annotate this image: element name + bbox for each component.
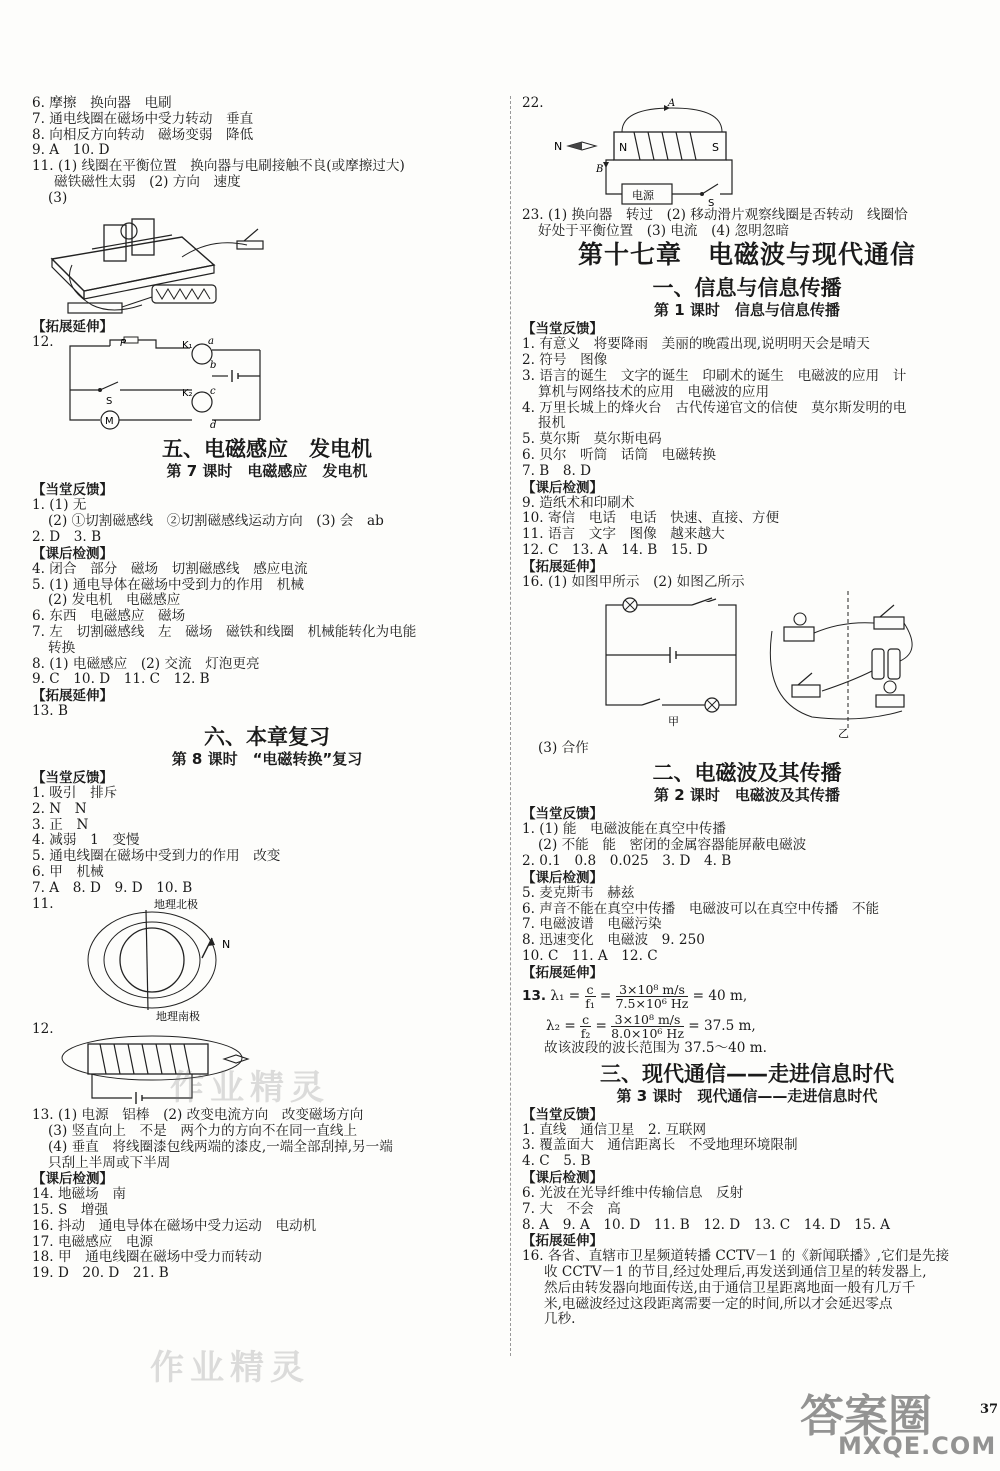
answer-r1: 1. 有意义 将要降雨 美丽的晚霞出现,说明明天会是晴天 — [522, 336, 870, 353]
answer-r7: 7. B 8. D — [522, 462, 592, 479]
answer-r4-cont: 报机 — [538, 415, 566, 432]
answer-s5-6: 6. 东西 电磁感应 磁场 — [32, 608, 186, 625]
answer-s6-13-cont: 只刮上半周或下半周 — [48, 1154, 171, 1171]
answer-r16-3: (3) 合作 — [538, 739, 589, 756]
svg-text:P: P — [120, 338, 127, 350]
label-power: 电源 — [632, 188, 654, 202]
answer-s6-18: 18. 甲 通电线圈在磁场中受力而转动 — [32, 1249, 262, 1266]
answer-c16: 16. 各省、直辖市卫星频道转播 CCTV－1 的《新闻联播》,它们是先接 — [522, 1248, 950, 1265]
answer-r10: 10. 寄信 电话 电话 快速、直接、方便 — [522, 510, 780, 527]
lesson-title-3: 第 3 课时 现代通信——走进信息时代 — [616, 1086, 878, 1105]
svg-text:b: b — [210, 360, 217, 372]
answer-b1-cont: (2) 不能 能 密闭的金属容器能屏蔽电磁波 — [538, 837, 807, 854]
section-tag-homework: 【课后检测】 — [32, 545, 113, 562]
site-watermark: MXQE.COM — [838, 1432, 997, 1460]
chapter-title: 第十七章 电磁波与现代通信 — [577, 240, 916, 270]
lambda2-result: = 37.5 m, — [688, 1017, 756, 1034]
answer-s6-13: 13. (1) 电源 铝棒 (2) 改变电流方向 改变磁场方向 — [32, 1107, 364, 1124]
answer-b13-number: 13. — [522, 987, 547, 1004]
answer-s6-17: 17. 电磁感应 电源 — [32, 1233, 154, 1250]
answer-11: 11. (1) 线圈在平衡位置 换向器与电刷接触不良(或摩擦过大) — [32, 158, 405, 175]
lambda2-label: λ₂ = — [546, 1017, 581, 1034]
answer-23-cont: 好处于平衡位置 (3) 电流 (4) 忽明忽暗 — [538, 222, 790, 239]
answer-b8: 8. 迅速变化 电磁波 9. 250 — [522, 932, 705, 949]
answer-s6-3: 3. 正 N — [32, 816, 89, 833]
answer-s6-11: 11. — [32, 895, 54, 912]
answer-s6-2: 2. N N — [32, 800, 87, 817]
answer-r3: 3. 语言的诞生 文字的诞生 印刷术的诞生 电磁波的应用 计 — [522, 367, 907, 384]
answer-c7: 7. 大 不会 高 — [522, 1200, 621, 1217]
answer-s5-4: 4. 闭合 部分 磁场 切割磁感线 感应电流 — [32, 560, 308, 577]
svg-text:K₁: K₁ — [182, 340, 193, 352]
section-title-2: 二、电磁波及其传播 — [652, 761, 842, 786]
svg-text:a: a — [208, 336, 214, 348]
lesson-title-2: 第 2 课时 电磁波及其传播 — [654, 786, 840, 805]
section-title-5: 五、电磁感应 发电机 — [162, 437, 372, 462]
lambda1-label: λ₁ = — [550, 987, 585, 1004]
column-divider — [510, 96, 511, 1356]
answer-s6-13-4: (4) 垂直 将线圈漆包线两端的漆皮,一端全部刮掉,另一端 — [48, 1138, 393, 1155]
section-tag-feedback: 【当堂反馈】 — [32, 769, 113, 786]
answer-b10: 10. C 11. A 12. C — [522, 947, 658, 964]
answer-s5-13: 13. B — [32, 703, 68, 720]
answer-b5: 5. 麦克斯韦 赫兹 — [522, 884, 635, 901]
answer-c8: 8. A 9. A 10. D 11. B 12. D 13. C 14. D 15. A — [522, 1216, 890, 1233]
answer-11-3: (3) — [48, 189, 68, 206]
answer-22: 22. — [522, 95, 544, 111]
electromagnet-figure — [552, 98, 792, 208]
answer-c4: 4. C 5. B — [522, 1153, 591, 1170]
svg-text:M: M — [105, 416, 114, 428]
answer-s6-16: 16. 抖动 通电导体在磁场中受力运动 电动机 — [32, 1217, 317, 1234]
brand-watermark: 答案圈 — [800, 1391, 932, 1442]
right-column — [522, 96, 972, 1328]
svg-text:S: S — [106, 396, 113, 408]
answer-b7: 7. 电磁波谱 电磁污染 — [522, 916, 662, 933]
answer-b1: 1. (1) 能 电磁波能在真空中传播 — [522, 821, 726, 838]
label-geo-south: 地理南极 — [156, 1010, 200, 1023]
fraction-value-2: $\frac{\text{3×10⁸ m/s}}{\text{8.0×10⁶ Hz}}$ — [611, 1011, 684, 1041]
section-tag-extension: 【拓展延伸】 — [32, 688, 113, 705]
section-tag-homework: 【课后检测】 — [522, 869, 603, 886]
answer-s5-1-cont: (2) ①切割磁感线 ②切割磁感线运动方向 (3) 会 ab — [48, 513, 384, 530]
answer-s5-7-cont: 转换 — [48, 639, 76, 656]
label-coil-n: N — [619, 140, 628, 154]
faint-watermark: 作业精灵 — [170, 1068, 330, 1108]
section-tag-homework: 【课后检测】 — [32, 1171, 113, 1188]
answer-s5-9: 9. C 10. D 11. C 12. B — [32, 671, 210, 688]
answer-s6-5: 5. 通电线圈在磁场中受到力的作用 改变 — [32, 848, 281, 865]
answer-c1: 1. 直线 通信卫星 2. 互联网 — [522, 1121, 707, 1138]
answer-s6-19: 19. D 20. D 21. B — [32, 1265, 169, 1282]
page-number: 37 — [980, 1402, 999, 1417]
answer-r2: 2. 符号 图像 — [522, 352, 608, 369]
section-tag-feedback: 【当堂反馈】 — [32, 482, 113, 499]
answer-12: 12. — [32, 333, 54, 350]
svg-text:d: d — [210, 420, 217, 432]
svg-text:K₂: K₂ — [182, 388, 193, 400]
label-n: N — [222, 938, 231, 952]
answer-r11: 11. 语言 文字 图像 越来越大 — [522, 526, 725, 543]
answer-s5-7: 7. 左 切割磁感线 左 磁场 磁铁和线圈 机械能转化为电能 — [32, 623, 417, 640]
section-title-1: 一、信息与信息传播 — [652, 276, 842, 301]
label-b: B — [596, 163, 604, 175]
answer-s5-5: 5. (1) 通电导体在磁场中受到力的作用 机械 — [32, 576, 304, 593]
answer-r5: 5. 莫尔斯 莫尔斯电码 — [522, 431, 662, 448]
answer-7: 7. 通电线圈在磁场中受力转动 垂直 — [32, 110, 254, 127]
answer-r9: 9. 造纸术和印刷术 — [522, 494, 635, 511]
answer-r16: 16. (1) 如图甲所示 (2) 如图乙所示 — [522, 573, 745, 590]
answer-s6-12: 12. — [32, 1021, 54, 1038]
answer-s6-6: 6. 甲 机械 — [32, 863, 104, 880]
earth-magnetic-field-figure — [62, 898, 262, 1022]
answer-s6-14: 14. 地磁场 南 — [32, 1186, 126, 1203]
answer-c6: 6. 光波在光导纤维中传输信息 反射 — [522, 1184, 744, 1201]
fraction-value-1: $\frac{\text{3×10⁸ m/s}}{\text{7.5×10⁶ Hz}}$ — [615, 981, 689, 1011]
section-tag-feedback: 【当堂反馈】 — [522, 321, 603, 338]
answer-s6-1: 1. 吸引 排斥 — [32, 784, 118, 801]
answer-s6-13-3: (3) 竖直向上 不是 两个力的方向不在同一直线上 — [48, 1122, 358, 1139]
answer-r3-cont: 算机与网络技术的应用 电磁波的应用 — [538, 383, 770, 400]
label-jia: 甲 — [668, 714, 679, 728]
answer-b6: 6. 声音不能在真空中传播 电磁波可以在真空中传播 不能 — [522, 900, 880, 917]
svg-text:c: c — [210, 386, 216, 398]
answer-c16-cont1: 收 CCTV－1 的节目,经过处理后,再发送到通信卫星的转发器上, — [544, 1264, 927, 1281]
label-switch-s: S — [708, 197, 715, 208]
label-coil-s: S — [712, 140, 719, 154]
answer-b13-conclusion: 故该波段的波长范围为 37.5～40 m. — [544, 1039, 767, 1056]
lesson-title-7: 第 7 课时 电磁感应 发电机 — [166, 462, 368, 481]
answer-b13-line2: λ₂ = $\frac{c}{\text{f₂}}$ = $\frac{\text{3×10⁸ m/s}}{\text{8.0×10⁶ Hz}}$ = 37.5 m, — [546, 1011, 756, 1041]
answer-c3: 3. 覆盖面大 通信距离长 不受地理环境限制 — [522, 1137, 798, 1154]
section-tag-extension: 【拓展延伸】 — [32, 318, 113, 335]
fraction-c-f1: $\frac{c}{\text{f₁}}$ — [585, 981, 595, 1011]
label-geo-north: 地理北极 — [154, 898, 198, 912]
faint-watermark-bottom: 作业精灵 — [150, 1348, 310, 1388]
answer-r12: 12. C 13. A 14. B 15. D — [522, 541, 708, 558]
answer-s6-4: 4. 减弱 1 变慢 — [32, 832, 140, 849]
answer-c16-cont4: 几秒. — [544, 1311, 576, 1328]
answer-8: 8. 向相反方向转动 磁场变弱 降低 — [32, 126, 254, 143]
answer-c16-cont3: 米,电磁波经过这段距离需要一定的时间,所以才会延迟零点 — [544, 1295, 893, 1312]
answer-s6-7: 7. A 8. D 9. D 10. B — [32, 879, 193, 896]
answer-s5-5-cont: (2) 发电机 电磁感应 — [48, 592, 181, 609]
answer-b13-line1: 13. λ₁ = $\frac{c}{\text{f₁}}$ = $\frac{\text{3×10⁸ m/s}}{\text{7.5×10⁶ Hz}}$ = 40 m, — [522, 981, 748, 1011]
section-tag-feedback: 【当堂反馈】 — [522, 806, 603, 823]
label-needle-n: N — [554, 139, 563, 153]
section-title-6: 六、本章复习 — [204, 724, 330, 749]
section-tag-extension: 【拓展延伸】 — [522, 1233, 603, 1250]
section-tag-extension: 【拓展延伸】 — [522, 964, 603, 981]
answer-r6: 6. 贝尔 听筒 话筒 电磁转换 — [522, 446, 717, 463]
circuit-12-figure — [60, 336, 300, 432]
answer-s5-8: 8. (1) 电磁感应 (2) 交流 灯泡更亮 — [32, 655, 260, 672]
lambda1-result: = 40 m, — [692, 987, 748, 1004]
answer-s6-15: 15. S 增强 — [32, 1202, 109, 1219]
section-tag-homework: 【课后检测】 — [522, 479, 603, 496]
section-tag-homework: 【课后检测】 — [522, 1169, 603, 1186]
answer-9: 9. A 10. D — [32, 142, 110, 159]
answer-c16-cont2: 然后由转发器向地面传送,由于通信卫星距离地面一般有几万千 — [544, 1279, 916, 1296]
answer-6: 6. 摩擦 换向器 电刷 — [32, 95, 172, 111]
answer-b2: 2. 0.1 0.8 0.025 3. D 4. B — [522, 852, 732, 869]
circuits-jia-yi-figure — [522, 591, 962, 741]
fraction-c-f2: $\frac{c}{\text{f₂}}$ — [580, 1011, 591, 1041]
label-a: A — [668, 97, 676, 109]
lesson-title-8: 第 8 课时 “电磁转换”复习 — [171, 749, 363, 768]
label-yi: 乙 — [838, 726, 849, 740]
lesson-title-1: 第 1 课时 信息与信息传播 — [654, 301, 840, 320]
answer-s5-1: 1. (1) 无 — [32, 497, 87, 514]
answer-s5-2: 2. D 3. B — [32, 528, 102, 545]
answer-11-cont: 磁铁磁性太弱 (2) 方向 速度 — [54, 173, 241, 190]
section-title-3: 三、现代通信——走进信息时代 — [600, 1061, 894, 1086]
motor-apparatus-figure — [32, 207, 272, 319]
section-tag-extension: 【拓展延伸】 — [522, 558, 603, 575]
section-tag-feedback: 【当堂反馈】 — [522, 1106, 603, 1123]
answer-r4: 4. 万里长城上的烽火台 古代传递官文的信使 莫尔斯发明的电 — [522, 399, 907, 416]
answer-23: 23. (1) 换向器 转过 (2) 移动滑片观察线圈是否转动 线圈恰 — [522, 206, 908, 223]
